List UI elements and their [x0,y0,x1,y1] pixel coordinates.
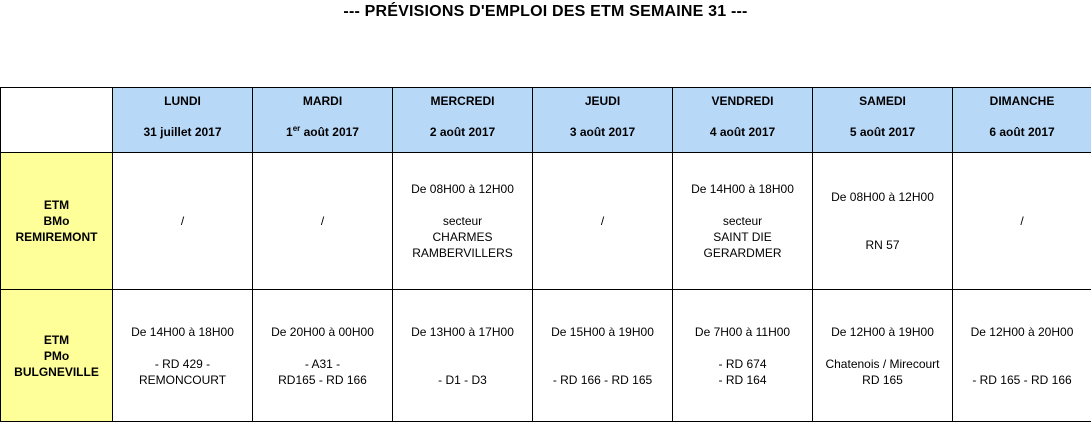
cell-line [953,356,1091,372]
cell-line: De 13H00 à 17H00 [411,324,514,339]
schedule-cell [673,290,813,422]
cell-line [533,356,672,372]
schedule-cell [113,153,253,290]
day-date-number: 1 [286,125,293,139]
cell-line: - D1 - D3 [438,372,487,387]
unit-row-remiremont [1,153,1091,290]
schedule-cell [533,153,673,290]
schedule-cell [673,153,813,290]
schedule-cell [813,290,953,422]
cell-line: RD165 - RD 166 [278,372,367,387]
schedule-cell [253,290,393,422]
unit-line: PMo [43,348,70,363]
day-date: 4 août 2017 [709,125,776,139]
day-date: 3 août 2017 [569,125,636,139]
unit-line: REMIREMONT [15,230,98,244]
cell-line [813,205,952,221]
cell-line: De 08H00 à 12H00 [831,190,934,204]
cell-line: / [320,214,325,228]
cell-line [113,340,252,356]
day-date-month: août 2017 [300,125,359,139]
cell-line: RAMBERVILLERS [412,246,513,260]
day-header-dimanche [953,88,1091,153]
cell-line [253,340,392,356]
day-name: DIMANCHE [989,94,1055,108]
cell-line: De 12H00 à 20H00 [970,324,1074,339]
cell-line: - RD 674 [718,356,767,371]
day-date-ordinal: er [292,124,301,133]
day-header-row [1,88,1091,153]
schedule-table [0,87,1091,422]
schedule-cell [953,290,1091,422]
schedule-cell [533,290,673,422]
cell-line [813,221,952,237]
cell-line [813,340,952,356]
schedule-cell [813,153,953,290]
cell-line [393,356,532,372]
day-date: 5 août 2017 [849,125,916,139]
unit-line: BMo [43,214,70,228]
cell-line: - RD 429 - [154,356,211,371]
schedule-cell [253,153,393,290]
day-name: MARDI [302,94,343,108]
cell-line: De 15H00 à 19H00 [551,324,654,339]
cell-line: De 20H00 à 00H00 [271,324,374,339]
cell-line [673,340,812,356]
cell-line: De 14H00 à 18H00 [131,324,234,339]
cell-line: De 12H00 à 19H00 [831,324,934,339]
corner-cell [1,88,113,153]
cell-line: De 08H00 à 12H00 [411,182,514,196]
day-header-mardi [253,88,393,153]
day-header-samedi [813,88,953,153]
schedule-cell [113,290,253,422]
cell-line: CHARMES [432,230,493,244]
day-name: SAMEDI [859,94,906,108]
day-date: 31 juillet 2017 [143,125,222,139]
cell-line: secteur [722,214,763,228]
day-name: VENDREDI [711,94,774,108]
cell-line: / [1020,214,1024,228]
day-name: MERCREDI [430,94,495,108]
schedule-cell [393,153,533,290]
cell-line: De 14H00 à 18H00 [691,182,794,196]
cell-line: REMONCOURT [138,372,227,387]
cell-line [673,197,812,213]
unit-line: ETM [43,332,70,347]
unit-line: BULGNEVILLE [14,364,99,379]
cell-line: RD 165 [862,372,903,387]
day-name: LUNDI [164,94,201,108]
cell-line: secteur [442,214,483,228]
day-date [253,124,392,140]
cell-line: GERARDMER [703,246,782,260]
unit-header-remiremont [1,153,113,290]
day-header-vendredi [673,88,813,153]
unit-header-bulgneville [1,290,113,422]
cell-line: / [600,214,605,228]
cell-line [393,197,532,213]
schedule-cell [953,153,1091,290]
day-header-lundi [113,88,253,153]
day-date: 2 août 2017 [429,125,496,139]
cell-line: - RD 164 [718,372,767,387]
cell-line: - RD 165 - RD 166 [972,372,1072,387]
cell-line [953,340,1091,356]
day-header-jeudi [533,88,673,153]
day-name: JEUDI [584,94,621,108]
cell-line: RN 57 [865,238,900,252]
schedule-cell [393,290,533,422]
unit-line: ETM [43,198,70,212]
page-title: --- PRÉVISIONS D'EMPLOI DES ETM SEMAINE 31 --- [343,3,748,20]
cell-line [533,340,672,356]
cell-line: De 7H00 à 11H00 [694,324,791,339]
cell-line: - RD 166 - RD 165 [552,372,653,387]
cell-line: - A31 - [304,356,341,371]
day-date: 6 août 2017 [989,125,1055,139]
day-header-mercredi [393,88,533,153]
cell-line [393,340,532,356]
cell-line: / [180,214,185,228]
unit-row-bulgneville [1,290,1091,422]
cell-line: Chatenois / Mirecourt [825,356,940,371]
cell-line: SAINT DIE [713,230,772,244]
